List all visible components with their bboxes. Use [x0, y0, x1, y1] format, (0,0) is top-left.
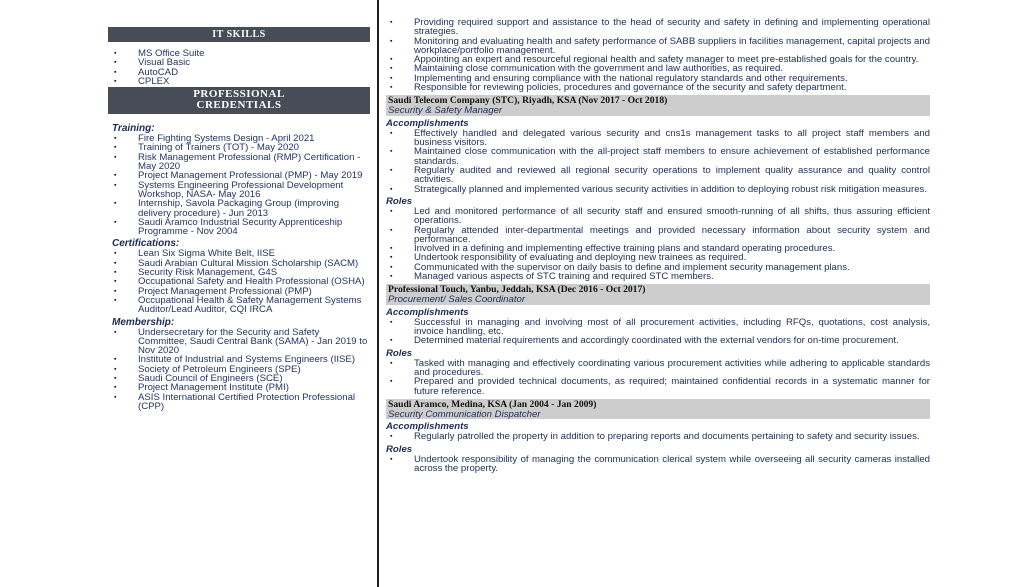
list-item: ▪ Undersecretary for the Security and Safety Committee, Saudi Central Bank (SAMA) - Jan 2019 to Nov 2020: [108, 328, 370, 356]
list-item: ▪ Undertook responsibility of evaluating and deploying new trainees as required.: [386, 253, 930, 262]
certifications-list: [108, 249, 370, 314]
list-item: ▪ Providing required support and assistance to the head of security and safety in defining and implementing operational strategies.: [386, 18, 930, 37]
list-item: ▪ Communicated with the supervisor on daily basis to define and implement security management plans.: [386, 263, 930, 272]
credentials-heading: [108, 87, 370, 114]
roles-label: Roles: [386, 347, 413, 359]
job-title: Saudi Aramco, Medina, KSA (Jan 2004 - Jan 2009): [388, 398, 597, 410]
membership-list: [108, 328, 370, 412]
accomplishments-label: Accomplishments: [386, 421, 469, 433]
list-item: ▪ Training of Trainers (TOT) - May 2020: [108, 143, 370, 152]
list-item: ▪ Regularly audited and reviewed all regional security operations to implement quality assurance and quality control activities.: [386, 166, 930, 185]
job-title: Saudi Telecom Company (STC), Riyadh, KSA (Nov 2017 - Oct 2018): [388, 95, 668, 107]
left-column: [108, 0, 370, 587]
it-skills-heading: IT SKILLS: [108, 27, 370, 42]
list-item: ▪ Regularly patrolled the property in addition to preparing reports and documents pertaining to safety and security issues.: [386, 432, 930, 441]
list-item: ▪ Internship, Savola Packaging Group (improving delivery procedure) - Jun 2013: [108, 199, 370, 218]
column-divider: [377, 0, 379, 587]
list-item: ▪ Lean Six Sigma White Belt, IISE: [108, 249, 370, 258]
list-item: ▪ Tasked with managing and effectively coordinating various procurement activities while adhering to applicable standards and procedures.: [386, 359, 930, 378]
list-item: ▪ Saudi Aramco Industrial Security Apprenticeship Programme - Nov 2004: [108, 218, 370, 237]
training-list: [108, 134, 370, 236]
list-item: ▪ Implementing and ensuring compliance with the national regulatory standards and other requirements.: [386, 74, 930, 83]
list-item: ▪ Maintaining close communication with the government and law authorities, as required.: [386, 64, 930, 73]
list-item: ▪ Project Management Institute (PMI): [108, 383, 370, 392]
roles-list: [386, 359, 930, 396]
list-item: ▪ Fire Fighting Systems Design - April 2021: [108, 134, 370, 143]
list-item: ▪ Project Management Professional (PMP) - May 2019: [108, 171, 370, 180]
list-item: ▪ Maintained close communication with the all-project staff members to ensure achievement of established performance standards.: [386, 147, 930, 166]
list-item: ▪ Led and monitored performance of all security staff and ensured smooth-running of all shifts, thus assuring efficient operations.: [386, 207, 930, 226]
job-role: Procurement/ Sales Coordinator: [388, 294, 526, 306]
list-item: ▪ Saudi Arabian Cultural Mission Scholarship (SACM): [108, 259, 370, 268]
accomplishments-list: [386, 318, 930, 346]
certifications-label: Certifications:: [112, 238, 180, 250]
list-item: ▪ Appointing an expert and resourceful regional health and safety manager to meet pre-established goals for the country.: [386, 55, 930, 64]
list-item: ▪ Regularly attended inter-departmental meetings and provided necessary information about security system and performance.: [386, 226, 930, 245]
list-item: ▪ Determined material requirements and accordingly coordinated with the external vendors for on-time procurement.: [386, 336, 930, 345]
membership-label: Membership:: [112, 316, 175, 328]
list-item: ▪ Occupational Safety and Health Professional (OSHA): [108, 277, 370, 286]
roles-label: Roles: [386, 195, 413, 207]
list-item: ▪ Involved in a defining and implementing effective training plans and standard operating procedures.: [386, 244, 930, 253]
list-item: ▪ Successful in managing and involving most of all procurement activities, including RFQs, quotations, cost analysis, invoice handling, etc.: [386, 318, 930, 337]
right-column: [386, 18, 930, 473]
list-item: ▪ Strategically planned and implemented various security activities in addition to deploying robust risk mitigation measures.: [386, 185, 930, 194]
roles-label: Roles: [386, 443, 413, 455]
job-role: Security Communication Dispatcher: [388, 408, 541, 420]
list-item: ▪ Effectively handled and delegated various security and cns1s management tasks to all project staff members and business visitors.: [386, 129, 930, 148]
accomplishments-label: Accomplishments: [386, 117, 469, 129]
list-item: ▪ AutoCAD: [108, 68, 370, 77]
resume-page: [100, 0, 942, 587]
list-item: ▪ Responsible for reviewing policies, procedures and governance of the security and safety department.: [386, 83, 930, 92]
list-item: ▪ Security Risk Management, G4S: [108, 268, 370, 277]
accomplishments-list: [386, 129, 930, 194]
credentials-heading-line1: PROFESSIONAL: [193, 88, 285, 101]
training-label: Training:: [112, 123, 155, 135]
list-item: ▪ Managed various aspects of STC training and required STC members.: [386, 272, 930, 281]
list-item: ▪ MS Office Suite: [108, 49, 370, 58]
list-item: ▪ Saudi Council of Engineers (SCE): [108, 374, 370, 383]
list-item: ▪ Systems Engineering Professional Development Workshop, NASA- May 2016: [108, 181, 370, 200]
list-item: ▪ Risk Management Professional (RMP) Certification - May 2020: [108, 153, 370, 172]
list-item: ▪ Visual Basic: [108, 58, 370, 67]
job-header-professional-touch: [386, 284, 930, 305]
accomplishments-label: Accomplishments: [386, 306, 469, 318]
accomplishments-list: [386, 432, 930, 441]
credentials-heading-line2: CREDENTIALS: [196, 99, 282, 112]
list-item: ▪ Institute of Industrial and Systems Engineers (IISE): [108, 355, 370, 364]
list-item: ▪ ASIS International Certified Protection Professional (CPP): [108, 393, 370, 412]
job-header-stc: [386, 95, 930, 116]
list-item: ▪ Monitoring and evaluating health and safety performance of SABB suppliers in facilities management, capital projects and workplace/portfolio management.: [386, 37, 930, 56]
list-item: ▪ Prepared and provided technical documents, as required; maintained confidential records in a systematic manner for future reference.: [386, 377, 930, 396]
job-title: Professional Touch, Yanbu, Jeddah, KSA (Dec 2016 - Oct 2017): [388, 284, 646, 296]
it-skills-list: [108, 49, 370, 86]
roles-list: [386, 207, 930, 281]
job-role: Security & Safety Manager: [388, 105, 503, 117]
list-item: ▪ Undertook responsibility of managing the communication clerical system while overseeing all security cameras installed across the property.: [386, 455, 930, 474]
list-item: ▪ Society of Petroleum Engineers (SPE): [108, 365, 370, 374]
list-item: ▪ Project Management Professional (PMP): [108, 287, 370, 296]
sabb-responsibilities-list: [386, 18, 930, 92]
list-item: ▪ CPLEX: [108, 77, 370, 86]
roles-list: [386, 455, 930, 474]
job-header-saudi-aramco: [386, 399, 930, 420]
list-item: ▪ Occupational Health & Safety Management Systems Auditor/Lead Auditor, CQI IRCA: [108, 296, 370, 315]
